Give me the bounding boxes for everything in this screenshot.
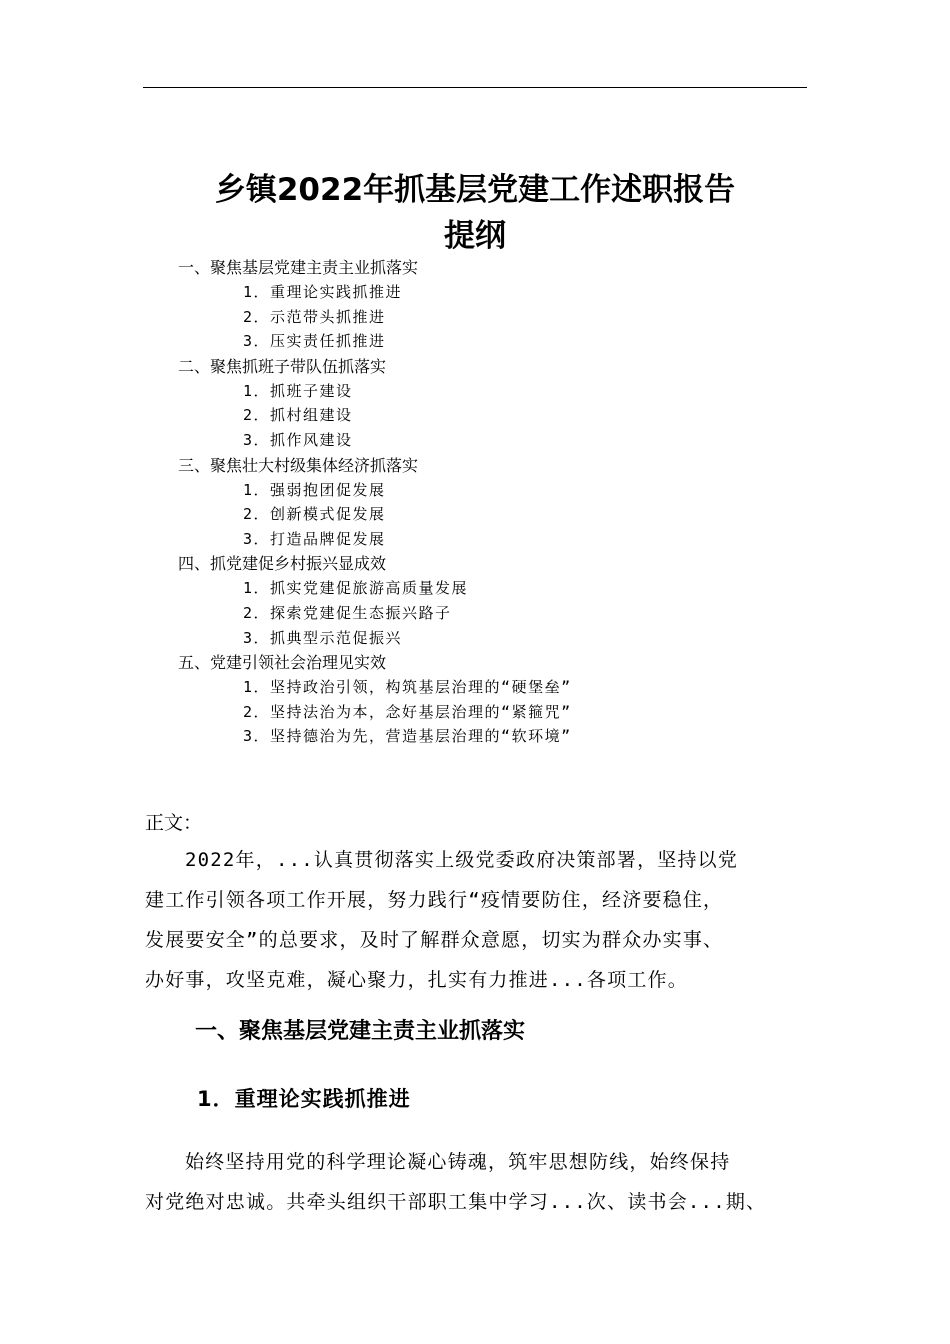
outline-item: 1．抓班子建设 bbox=[243, 381, 353, 400]
header-rule bbox=[143, 87, 807, 88]
outline bbox=[0, 255, 950, 749]
paragraph-line: 发展要安全”的总要求，及时了解群众意愿，切实为群众办实事、 bbox=[145, 929, 724, 951]
outline-item: 3．抓典型示范促振兴 bbox=[243, 628, 403, 647]
outline-section-heading: 三、聚焦壮大村级集体经济抓落实 bbox=[178, 455, 419, 475]
outline-section-heading: 四、抓党建促乡村振兴显成效 bbox=[178, 554, 387, 574]
paragraph-line: 建工作引领各项工作开展，努力践行“疫情要防住，经济要稳住， bbox=[145, 889, 724, 911]
outline-item: 2．示范带头抓推进 bbox=[243, 307, 386, 326]
subsection-heading: 1．重理论实践抓推进 bbox=[197, 1087, 411, 1111]
outline-item: 3．抓作风建设 bbox=[243, 430, 353, 449]
outline-section-heading: 二、聚焦抓班子带队伍抓落实 bbox=[178, 356, 387, 376]
subsection-paragraph bbox=[145, 1142, 809, 1222]
outline-item: 1．坚持政治引领，构筑基层治理的“硬堡垒” bbox=[243, 678, 572, 697]
outline-item: 3．压实责任抓推进 bbox=[243, 332, 386, 351]
outline-item: 1．抓实党建促旅游高质量发展 bbox=[243, 579, 469, 598]
outline-item: 3．打造品牌促发展 bbox=[243, 529, 386, 548]
paragraph-line: 对党绝对忠诚。共牵头组织干部职工集中学习...次、读书会...期、 bbox=[145, 1191, 767, 1213]
outline-section-heading: 一、聚焦基层党建主责主业抓落实 bbox=[178, 258, 419, 277]
paragraph-line: 始终坚持用党的科学理论凝心铸魂，筑牢思想防线，始终保持 bbox=[185, 1151, 731, 1173]
outline-item: 2．探索党建促生态振兴路子 bbox=[243, 603, 452, 622]
outline-item: 2．抓村组建设 bbox=[243, 406, 353, 425]
section-heading: 一、聚焦基层党建主责主业抓落实 bbox=[195, 1019, 526, 1044]
intro-paragraph bbox=[145, 840, 809, 1000]
body-label: 正文： bbox=[145, 812, 203, 834]
outline-item: 1．强弱抱团促发展 bbox=[243, 480, 386, 499]
document-title: 乡镇2022年抓基层党建工作述职报告 bbox=[214, 172, 736, 208]
outline-section-heading: 五、党建引领社会治理见实效 bbox=[178, 653, 387, 673]
outline-item: 2．创新模式促发展 bbox=[243, 505, 386, 524]
document-subtitle: 提纲 bbox=[444, 218, 506, 254]
outline-item: 3．坚持德治为先，营造基层治理的“软环境” bbox=[243, 727, 572, 746]
outline-item: 1．重理论实践抓推进 bbox=[243, 283, 403, 301]
outline-item: 2．坚持法治为本，念好基层治理的“紧箍咒” bbox=[243, 702, 572, 721]
paragraph-line: 办好事，攻坚克难，凝心聚力，扎实有力推进...各项工作。 bbox=[145, 969, 688, 991]
paragraph-line: 2022年，...认真贯彻落实上级党委政府决策部署，坚持以党 bbox=[185, 849, 739, 871]
